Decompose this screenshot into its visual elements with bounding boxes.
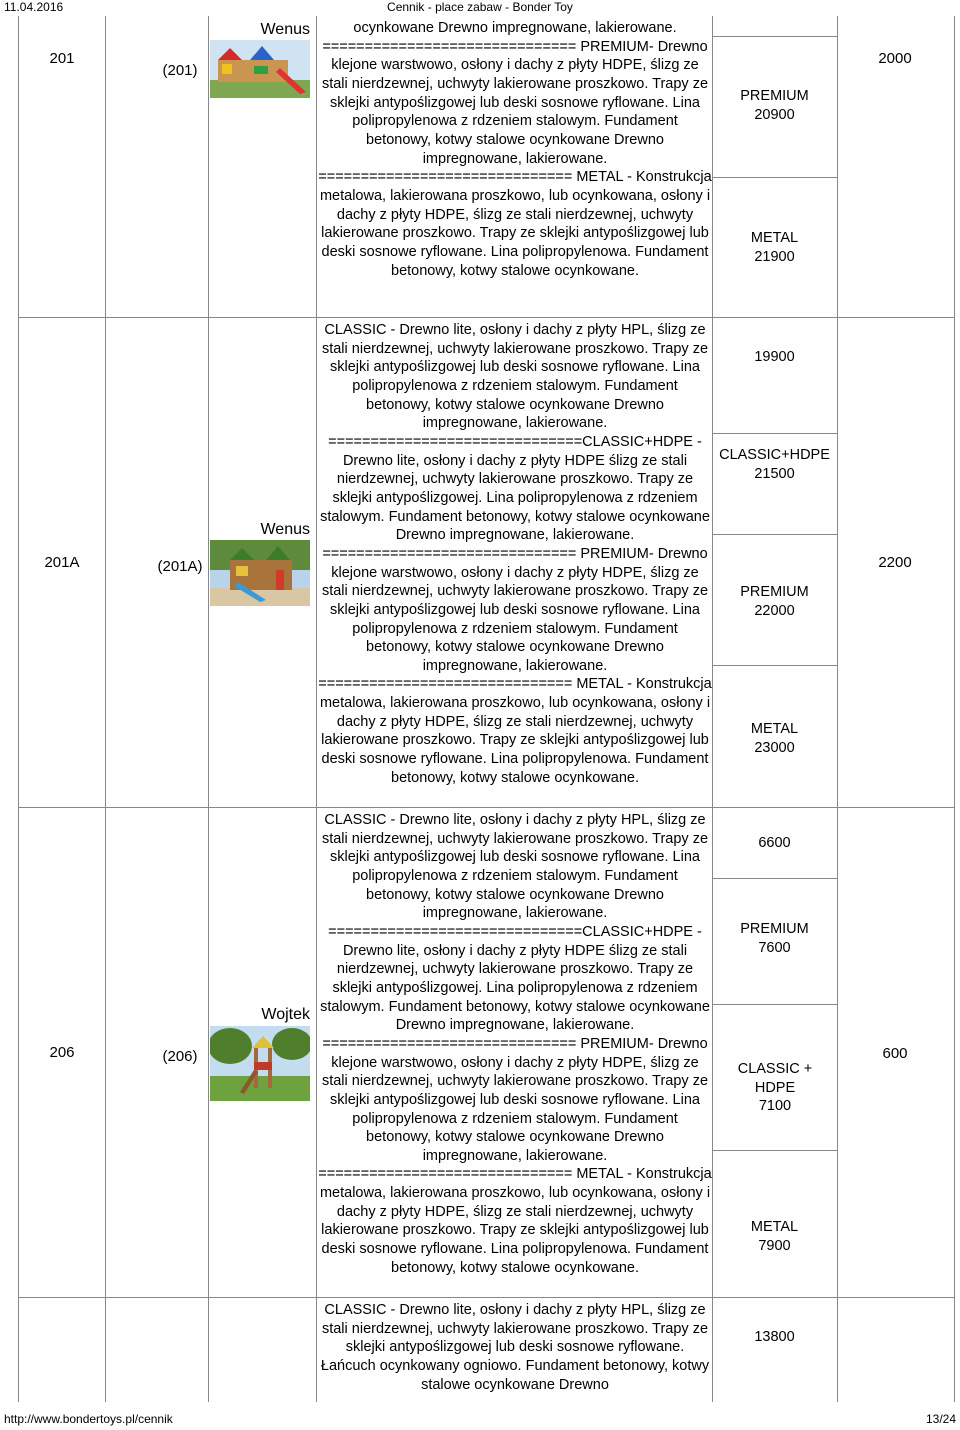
price-premium [713, 583, 836, 620]
price-premium [713, 920, 836, 957]
print-date: 11.04.2016 [4, 0, 64, 14]
price-value: 19900 [754, 349, 795, 365]
product-description: CLASSIC - Drewno lite, osłony i dachy z płyty HPL, ślizg ze stali nierdzewnej, uchwyty lakierowane proszkowo. Trapy ze sklejki antypoślizgowej lub deski sosnowe ryflowane. Lina polipropylenowa z rdzeniem stalowym. Fundament betonowy, kotwy stalowe ocynkowane Drewno impregnowane, lakierowane. ==============================CLASSIC+HDPE - Drewno lite, osłony i dachy z płyty HDPE ślizg ze stali nierdzewnej, uchwyty lakierowane proszkowo. Trapy ze sklejki antypoślizgowej. Lina polipropylenowa z rdzeniem stalowym. Fundament betonowy, kotwy stalowe ocynkowane Drewno impregnowane, lakierowane. ============================== PREMIUM- Drewno klejone warstwowo, osłony i dachy z płyty HDPE, ślizg ze stali nierdzewnej, uchwyty lakierowane proszkowo. Trapy ze sklejki antypoślizgowej lub deski sosnowe ryflowane. Lina polipropylenowa z rdzeniem stalowym. Fundament betonowy, kotwy stalowe ocynkowane Drewno impregnowane, lakierowane. ============================== METAL - Konstrukcja metalowa, lakierowana proszkowo, lub ocynkowana, osłony i dachy z płyty HDPE, ślizg ze stali nierdzewnej, uchwyty lakierowane proszkowo. Trapy ze sklejki antypoślizgowej lub deski sosnowe ryflowane. Lina polipropylenowa. Fundament betonowy, kotwy stalowe ocynkowane. [318, 322, 712, 786]
price-value: 13800 [754, 1329, 795, 1345]
price-label: PREMIUM [740, 584, 809, 600]
product-number: 201 [49, 50, 75, 67]
total-value: 2000 [878, 50, 912, 67]
price-value: 7600 [758, 939, 791, 956]
price-premium [713, 87, 836, 124]
product-description: ocynkowane Drewno impregnowane, lakierowane. ============================== PREMIUM- Drewno klejone warstwowo, osłony i dachy z płyty HDPE, ślizg ze stali nierdzewnej, uchwyty lakierowane proszkowo. Trapy ze sklejki antypoślizgowej lub deski sosnowe ryflowane. Lina polipropylenowa z rdzeniem stalowym. Fundament betonowy, kotwy stalowe ocynkowane Drewno impregnowane, lakierowane. ============================== METAL - Konstrukcja metalowa, lakierowana proszkowo, lub ocynkowana, osłony i dachy z płyty HDPE, ślizg ze stali nierdzewnej, uchwyty lakierowane proszkowo. Trapy ze sklejki antypoślizgowej lub deski sosnowe ryflowane. Lina polipropylenowa. Fundament betonowy, kotwy stalowe ocynkowane. [318, 20, 712, 279]
price-label: CLASSIC+HDPE [719, 447, 830, 463]
price-value: 7100 [758, 1098, 792, 1115]
product-code: (206) [162, 1048, 198, 1065]
price-metal [713, 229, 836, 266]
total-value: 600 [882, 1045, 908, 1062]
product-photo [210, 40, 310, 98]
price-value: 6600 [758, 835, 791, 851]
price-label: CLASSIC + HDPE [737, 1061, 813, 1096]
price-label: PREMIUM [740, 921, 809, 937]
product-number: 206 [49, 1044, 75, 1061]
product-name: Wenus [260, 521, 310, 538]
total-value: 2200 [878, 554, 912, 571]
product-description: CLASSIC - Drewno lite, osłony i dachy z płyty HPL, ślizg ze stali nierdzewnej, uchwyty lakierowane proszkowo. Trapy ze sklejki antypoślizgowej lub deski sosnowe ryflowane. Łańcuch ocynkowany ogniowo. Fundament betonowy, kotwy stalowe ocynkowane Drewno [320, 1302, 710, 1393]
product-photo [210, 540, 310, 606]
price-metal [713, 720, 836, 757]
price-value: 21900 [754, 248, 795, 265]
price-metal [713, 1218, 836, 1255]
product-number: 201A [44, 554, 80, 571]
price-value: 21500 [754, 465, 795, 482]
price-label: PREMIUM [740, 88, 809, 104]
price-classic-hdpe [730, 1060, 820, 1116]
price-label: METAL [750, 1219, 799, 1235]
page-number: 13/24 [925, 1412, 956, 1426]
page-url: http://www.bondertoys.pl/cennik [4, 1412, 173, 1426]
product-photo [210, 1026, 310, 1101]
product-name: Wojtek [261, 1006, 310, 1023]
product-code: (201) [162, 62, 198, 79]
price-value: 23000 [754, 739, 795, 756]
price-classic [713, 834, 836, 853]
price-value: 22000 [754, 602, 795, 619]
price-classic [713, 1328, 836, 1347]
product-description: CLASSIC - Drewno lite, osłony i dachy z płyty HPL, ślizg ze stali nierdzewnej, uchwyty lakierowane proszkowo. Trapy ze sklejki antypoślizgowej lub deski sosnowe ryflowane. Lina polipropylenowa z rdzeniem stalowym. Fundament betonowy, kotwy stalowe ocynkowane Drewno impregnowane, lakierowane. ==============================CLASSIC+HDPE - Drewno lite, osłony i dachy z płyty HDPE ślizg ze stali nierdzewnej, uchwyty lakierowane proszkowo. Trapy ze sklejki antypoślizgowej. Lina polipropylenowa z rdzeniem stalowym. Fundament betonowy, kotwy stalowe ocynkowane Drewno impregnowane, lakierowane. ============================== PREMIUM- Drewno klejone warstwowo, osłony i dachy z płyty HDPE, ślizg ze stali nierdzewnej, uchwyty lakierowane proszkowo. Trapy ze sklejki antypoślizgowej lub deski sosnowe ryflowane. Lina polipropylenowa z rdzeniem stalowym. Fundament betonowy, kotwy stalowe ocynkowane Drewno impregnowane, lakierowane. ============================== METAL - Konstrukcja metalowa, lakierowana proszkowo, lub ocynkowana, osłony i dachy z płyty HDPE, ślizg ze stali nierdzewnej, uchwyty lakierowane proszkowo. Trapy ze sklejki antypoślizgowej lub deski sosnowe ryflowane. Lina polipropylenowa. Fundament betonowy, kotwy stalowe ocynkowane. [318, 812, 712, 1276]
price-value: 7900 [758, 1237, 791, 1254]
product-code: (201A) [157, 558, 203, 575]
print-footer [0, 1412, 960, 1428]
price-classic-hdpe [713, 446, 836, 483]
print-header [0, 0, 960, 16]
page-title: Cennik - place zabaw - Bonder Toy [387, 0, 573, 14]
product-name: Wenus [260, 21, 310, 38]
price-label: METAL [750, 230, 799, 246]
price-label: METAL [750, 721, 799, 737]
price-classic [713, 348, 836, 367]
price-value: 20900 [754, 106, 795, 123]
